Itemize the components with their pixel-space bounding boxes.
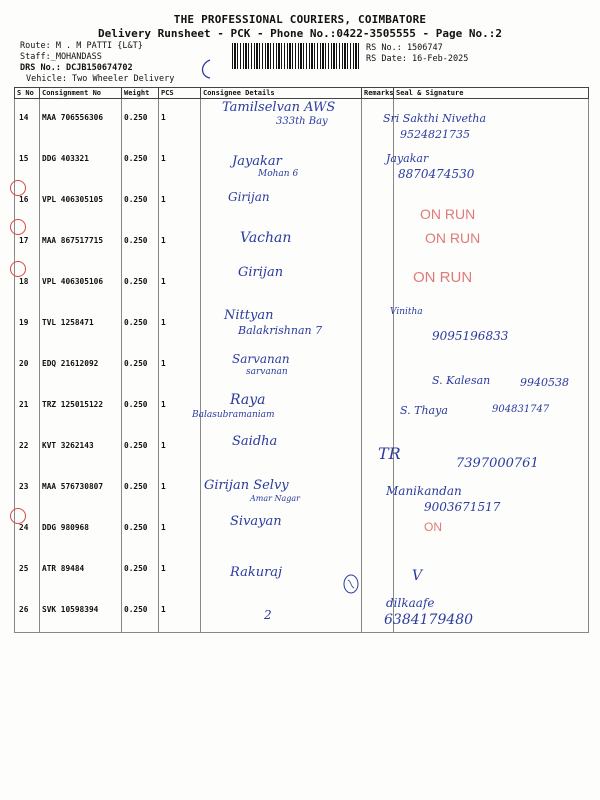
- signature-cell: [394, 550, 589, 591]
- row-pcs: 1: [159, 550, 201, 591]
- handwritten-consignee-24: Sivayan: [230, 514, 282, 529]
- row-pcs: 1: [159, 427, 201, 468]
- runsheet-table: [14, 87, 589, 633]
- row-sno: 16: [15, 181, 40, 222]
- handwritten-phone-14: 9524821735: [400, 128, 470, 141]
- barcode: [232, 43, 360, 69]
- row-weight: 0.250: [122, 427, 159, 468]
- handwritten-consignee-19-sub: Balakrishnan 7: [238, 324, 323, 337]
- handwritten-phone-19: 9095196833: [432, 329, 509, 343]
- red-circle-mark: [10, 261, 26, 277]
- handwritten-consignee-18: Girijan: [238, 265, 284, 280]
- consignment-number: ATR 89484: [40, 550, 122, 591]
- row-sno: 15: [15, 140, 40, 181]
- table-row: [15, 550, 589, 591]
- row-weight: 0.250: [122, 222, 159, 263]
- handwritten-signature-21: S. Thaya: [400, 404, 448, 417]
- row-pcs: 1: [159, 99, 201, 141]
- row-sno: 22: [15, 427, 40, 468]
- remarks-cell: [362, 222, 394, 263]
- vehicle-label: Vehicle: Two Wheeler Delivery: [26, 74, 175, 84]
- row-sno: 24: [15, 509, 40, 550]
- row-sno: 17: [15, 222, 40, 263]
- row-sno: 23: [15, 468, 40, 509]
- row-sno: 19: [15, 304, 40, 345]
- row-weight: 0.250: [122, 345, 159, 386]
- consignment-number: SVK 10598394: [40, 591, 122, 633]
- handwritten-consignee-20: Sarvanan: [232, 352, 290, 366]
- row-weight: 0.250: [122, 181, 159, 222]
- consignee-cell: [201, 591, 362, 633]
- table-header: [15, 88, 589, 99]
- consignment-number: MAA 576730807: [40, 468, 122, 509]
- table-row: [15, 468, 589, 509]
- staff-label: Staff:_MOHANDASS: [20, 52, 102, 62]
- remarks-cell: [362, 304, 394, 345]
- row-pcs: 1: [159, 509, 201, 550]
- row-weight: 0.250: [122, 591, 159, 633]
- consignment-number: DDG 403321: [40, 140, 122, 181]
- handwritten-consignee-14-sub: 333th Bay: [276, 116, 328, 127]
- remarks-cell: [362, 386, 394, 427]
- row-pcs: 1: [159, 263, 201, 304]
- consignment-number: TRZ 125015122: [40, 386, 122, 427]
- stamp-on-run-16: ON RUN: [420, 206, 476, 222]
- handwritten-signature-22: TR: [378, 444, 401, 463]
- row-pcs: 1: [159, 222, 201, 263]
- consignment-number: VPL 406305105: [40, 181, 122, 222]
- pen-mark: [196, 58, 216, 80]
- route-label: Route: M . M PATTI {L&T}: [20, 41, 143, 51]
- remarks-cell: [362, 345, 394, 386]
- handwritten-consignee-21: Raya: [230, 392, 266, 408]
- col-pcs: PCS: [159, 88, 201, 99]
- stamp-mark: [340, 572, 362, 596]
- rs-date: RS Date: 16-Feb-2025: [366, 54, 469, 64]
- handwritten-consignee-17: Vachan: [240, 230, 292, 246]
- row-weight: 0.250: [122, 386, 159, 427]
- drs-label: DRS No.: DCJB150674702: [20, 63, 133, 73]
- handwritten-consignee-19: Nittyan: [224, 308, 274, 323]
- stamp-on-24: ON: [424, 520, 442, 534]
- row-weight: 0.250: [122, 99, 159, 141]
- table-row: [15, 140, 589, 181]
- consignment-number: DDG 980968: [40, 509, 122, 550]
- row-sno: 21: [15, 386, 40, 427]
- row-weight: 0.250: [122, 304, 159, 345]
- row-pcs: 1: [159, 140, 201, 181]
- handwritten-signature-20: S. Kalesan: [432, 374, 491, 387]
- handwritten-signature-23: Manikandan: [386, 484, 462, 498]
- handwritten-consignee-26: 2: [264, 608, 272, 622]
- handwritten-phone-21: 904831747: [492, 404, 550, 415]
- row-weight: 0.250: [122, 263, 159, 304]
- row-pcs: 1: [159, 304, 201, 345]
- stamp-on-run-17: ON RUN: [425, 230, 481, 246]
- consignment-number: MAA 867517715: [40, 222, 122, 263]
- handwritten-phone-15: 8870474530: [398, 167, 475, 181]
- handwritten-consignee-22: Saidha: [232, 434, 278, 449]
- row-sno: 20: [15, 345, 40, 386]
- red-circle-mark: [10, 219, 26, 235]
- red-circle-mark: [10, 508, 26, 524]
- handwritten-consignee-20-sub: sarvanan: [246, 367, 288, 377]
- consignee-cell: [201, 386, 362, 427]
- handwritten-consignee-16: Girijan: [228, 190, 270, 204]
- handwritten-consignee-21-sub: Balasubramaniam: [192, 410, 275, 420]
- handwritten-signature-25: V: [412, 568, 423, 584]
- handwritten-consignee-15: Jayakar: [232, 154, 282, 169]
- rs-number: RS No.: 1506747: [366, 43, 443, 53]
- handwritten-consignee-25: Rakuraj: [230, 565, 283, 580]
- red-circle-mark: [10, 180, 26, 196]
- consignment-number: EDQ 21612092: [40, 345, 122, 386]
- handwritten-signature-15: Jayakar: [386, 152, 429, 165]
- remarks-cell: [362, 263, 394, 304]
- handwritten-consignee-23-sub: Amar Nagar: [250, 494, 300, 503]
- col-weight: Weight: [122, 88, 159, 99]
- handwritten-signature-26: dilkaafe: [386, 596, 435, 610]
- col-sno: S No: [15, 88, 40, 99]
- col-signature: Seal & Signature: [394, 88, 589, 99]
- handwritten-phone-20: 9940538: [520, 376, 569, 389]
- row-weight: 0.250: [122, 550, 159, 591]
- handwritten-signature-19: Vinitha: [390, 307, 423, 317]
- table-row: [15, 263, 589, 304]
- handwritten-consignee-14: Tamilselvan AWS: [222, 100, 336, 115]
- remarks-cell: [362, 509, 394, 550]
- row-pcs: 1: [159, 468, 201, 509]
- handwritten-signature-14: Sri Sakthi Nivetha: [383, 112, 487, 125]
- row-pcs: 1: [159, 345, 201, 386]
- table-row: [15, 509, 589, 550]
- handwritten-consignee-23: Girijan Selvy: [204, 478, 289, 493]
- signature-cell: [394, 509, 589, 550]
- consignee-cell: [201, 181, 362, 222]
- stamp-on-run-18: ON RUN: [413, 269, 473, 286]
- col-consignee: Consignee Details: [201, 88, 362, 99]
- col-remarks: Remarks: [362, 88, 394, 99]
- company-title: THE PROFESSIONAL COURIERS, COIMBATORE: [173, 13, 427, 26]
- remarks-cell: [362, 181, 394, 222]
- row-sno: 25: [15, 550, 40, 591]
- row-pcs: 1: [159, 591, 201, 633]
- consignment-number: TVL 1258471: [40, 304, 122, 345]
- table-row: [15, 181, 589, 222]
- row-pcs: 1: [159, 181, 201, 222]
- row-weight: 0.250: [122, 509, 159, 550]
- consignment-number: MAA 706556306: [40, 99, 122, 141]
- row-pcs: 1: [159, 386, 201, 427]
- table-row: [15, 222, 589, 263]
- handwritten-consignee-15-sub: Mohan 6: [258, 169, 299, 179]
- table-row: [15, 345, 589, 386]
- consignee-cell: [201, 427, 362, 468]
- runsheet-subtitle: Delivery Runsheet - PCK - Phone No.:0422-3505555 - Page No.:2: [98, 27, 502, 40]
- remarks-cell: [362, 550, 394, 591]
- handwritten-phone-26: 6384179480: [384, 612, 474, 628]
- signature-cell: [394, 222, 589, 263]
- consignment-number: VPL 406305106: [40, 263, 122, 304]
- handwritten-phone-23: 9003671517: [424, 500, 501, 514]
- row-weight: 0.250: [122, 468, 159, 509]
- table-row: [15, 591, 589, 633]
- row-sno: 18: [15, 263, 40, 304]
- row-sno: 26: [15, 591, 40, 633]
- row-weight: 0.250: [122, 140, 159, 181]
- col-consignment: Consignment No: [40, 88, 122, 99]
- handwritten-phone-22: 7397000761: [456, 456, 539, 471]
- row-sno: 14: [15, 99, 40, 141]
- consignment-number: KVT 3262143: [40, 427, 122, 468]
